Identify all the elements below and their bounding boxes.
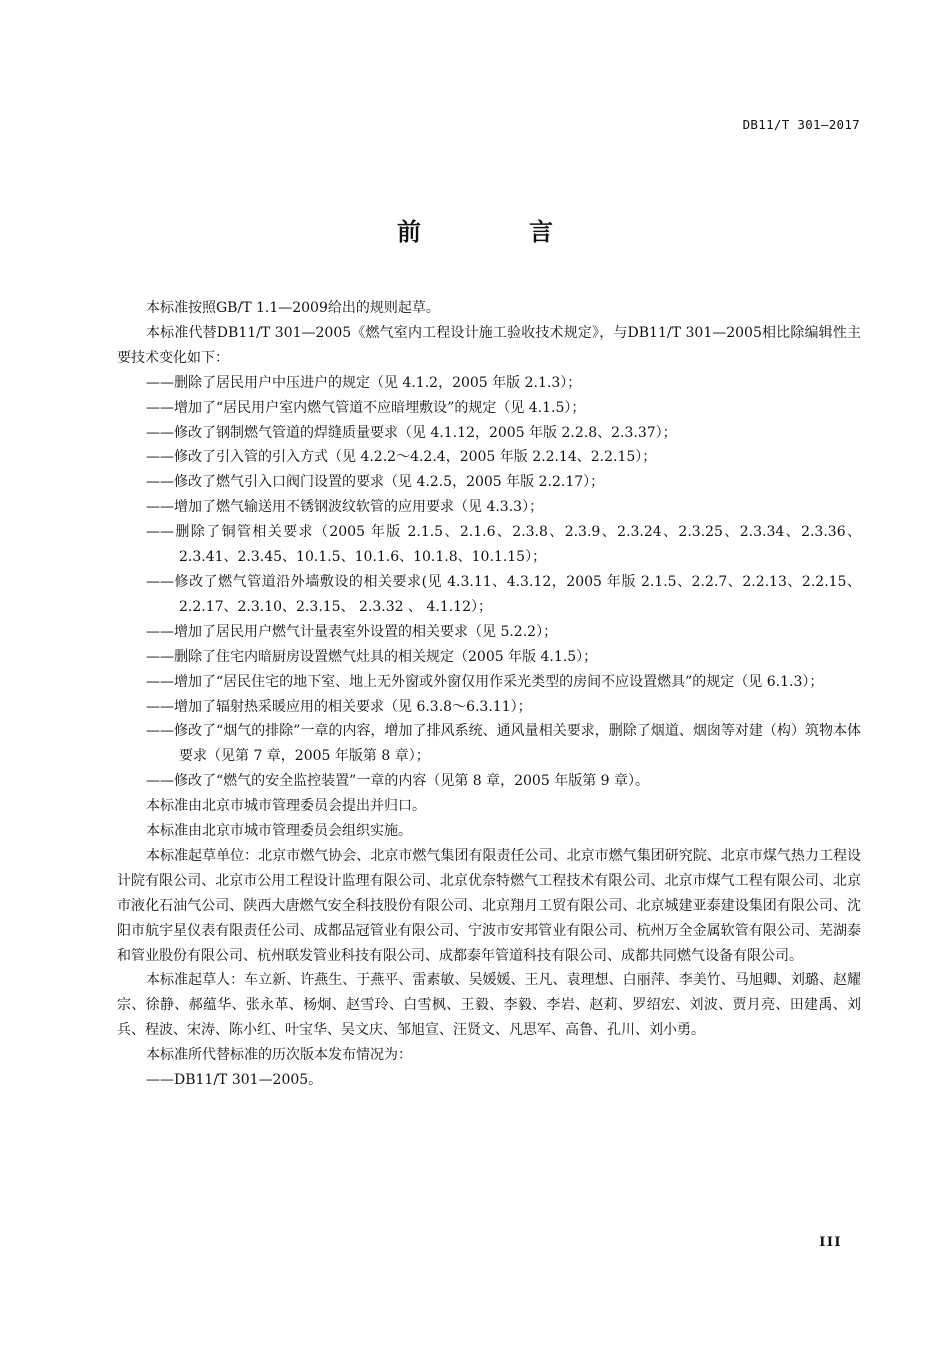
change-item: ——修改了燃气引入口阀门设置的要求（见 4.2.5，2005 年版 2.2.17）； <box>146 474 605 491</box>
change-item: ——修改了燃气管道沿外墙敷设的相关要求(见 4.3.11、4.3.12，2005 年版 2.1.5、2.2.7、2.2.13、2.2.15、2.2.17、2.3.10、2.3.15、 2.3.32 、 4.1.12）； <box>146 573 861 615</box>
change-item: ——删除了居民用户中压进户的规定（见 4.1.2，2005 年版 2.1.3）； <box>146 374 582 391</box>
change-item: ——增加了“居民用户室内燃气管道不应暗埋敷设”的规定（见 4.1.5）； <box>146 399 586 416</box>
change-item: ——修改了“燃气的安全监控装置”一章的内容（见第 8 章，2005 年版第 9 章）。 <box>146 773 650 790</box>
page-number: III <box>819 1235 842 1250</box>
change-item: ——修改了引入管的引入方式（见 4.2.2～4.2.4，2005 年版 2.2.14、2.2.15）； <box>146 449 657 466</box>
change-item: ——删除了住宅内暗厨房设置燃气灶具的相关规定（2005 年版 4.1.5）； <box>146 648 598 665</box>
previous-version-item: ——DB11/T 301—2005。 <box>146 1072 323 1089</box>
change-item: ——增加了辐射热采暖应用的相关要求（见 6.3.8～6.3.11）； <box>146 698 532 715</box>
history-paragraph: 本标准所代替标准的历次版本发布情况为： <box>146 1047 412 1064</box>
standard-code: DB11/T 301—2017 <box>742 117 860 132</box>
change-item: ——增加了“居民住宅的地下室、地上无外窗或外窗仅用作采光类型的房间不应设置燃具”的规定（见 6.1.3）； <box>146 673 824 690</box>
change-item: ——增加了燃气输送用不锈钢波纹软管的应用要求（见 4.3.3）； <box>146 499 544 516</box>
change-item: ——修改了钢制燃气管道的焊缝质量要求（见 4.1.12，2005 年版 2.2.8、2.3.37）； <box>146 424 677 441</box>
proposer-paragraph: 本标准由北京市城市管理委员会提出并归口。 <box>146 798 426 815</box>
implementer-paragraph: 本标准由北京市城市管理委员会组织实施。 <box>146 823 412 840</box>
change-item: ——删除了铜管相关要求（2005 年版 2.1.5、2.1.6、2.3.8、2.3.9、2.3.24、2.3.25、2.3.34、2.3.36、2.3.41、2.3.45、10.1.5、10.1.6、10.1.8、10.1.15）； <box>146 524 861 566</box>
drafters-paragraph: 本标准起草人：车立新、许燕生、于燕平、雷素敏、吴媛媛、王凡、袁理想、白丽萍、李美竹、马旭卿、刘璐、赵耀宗、徐静、郝蕴华、张永革、杨炯、赵雪玲、白雪枫、王毅、李毅、李岩、赵莉、罗绍宏、刘波、贾月亮、田建禹、刘兵、程波、宋涛、陈小红、叶宝华、吴文庆、邹旭宣、汪贤文、凡思军、高鲁、孔川、刘小勇。 <box>117 972 861 1039</box>
page-title: 前 言 <box>397 218 595 246</box>
intro-paragraph: 本标准代替DB11/T 301—2005《燃气室内工程设计施工验收技术规定》，与DB11/T 301—2005相比除编辑性主要技术变化如下： <box>117 324 861 366</box>
change-list <box>117 371 861 794</box>
change-item: ——修改了“烟气的排除”一章的内容，增加了排风系统、通风量相关要求，删除了烟道、烟囱等对建（构）筑物本体要求（见第 7 章，2005 年版第 8 章）； <box>146 723 861 765</box>
drafting-units-paragraph: 本标准起草单位：北京市燃气协会、北京市燃气集团有限责任公司、北京市燃气集团研究院、北京市煤气热力工程设计院有限公司、北京市公用工程设计监理有限公司、北京优奈特燃气工程技术有限公司、北京市煤气工程有限公司、北京市液化石油气公司、陕西大唐燃气安全科技股份有限公司、北京翔月工贸有限公司、北京城建亚泰建设集团有限公司、沈阳市航宇星仪表有限责任公司、成都品冠管业有限公司、宁波市安邦管业有限公司、杭州万全金属软管有限公司、芜湖泰和管业股份有限公司、杭州联发管业科技有限公司、成都泰年管道科技有限公司、成都共同燃气设备有限公司。 <box>117 847 861 964</box>
foreword-body <box>117 296 861 1093</box>
change-item: ——增加了居民用户燃气计量表室外设置的相关要求（见 5.2.2）； <box>146 623 558 640</box>
intro-paragraph: 本标准按照GB/T 1.1—2009给出的规则起草。 <box>146 300 440 316</box>
